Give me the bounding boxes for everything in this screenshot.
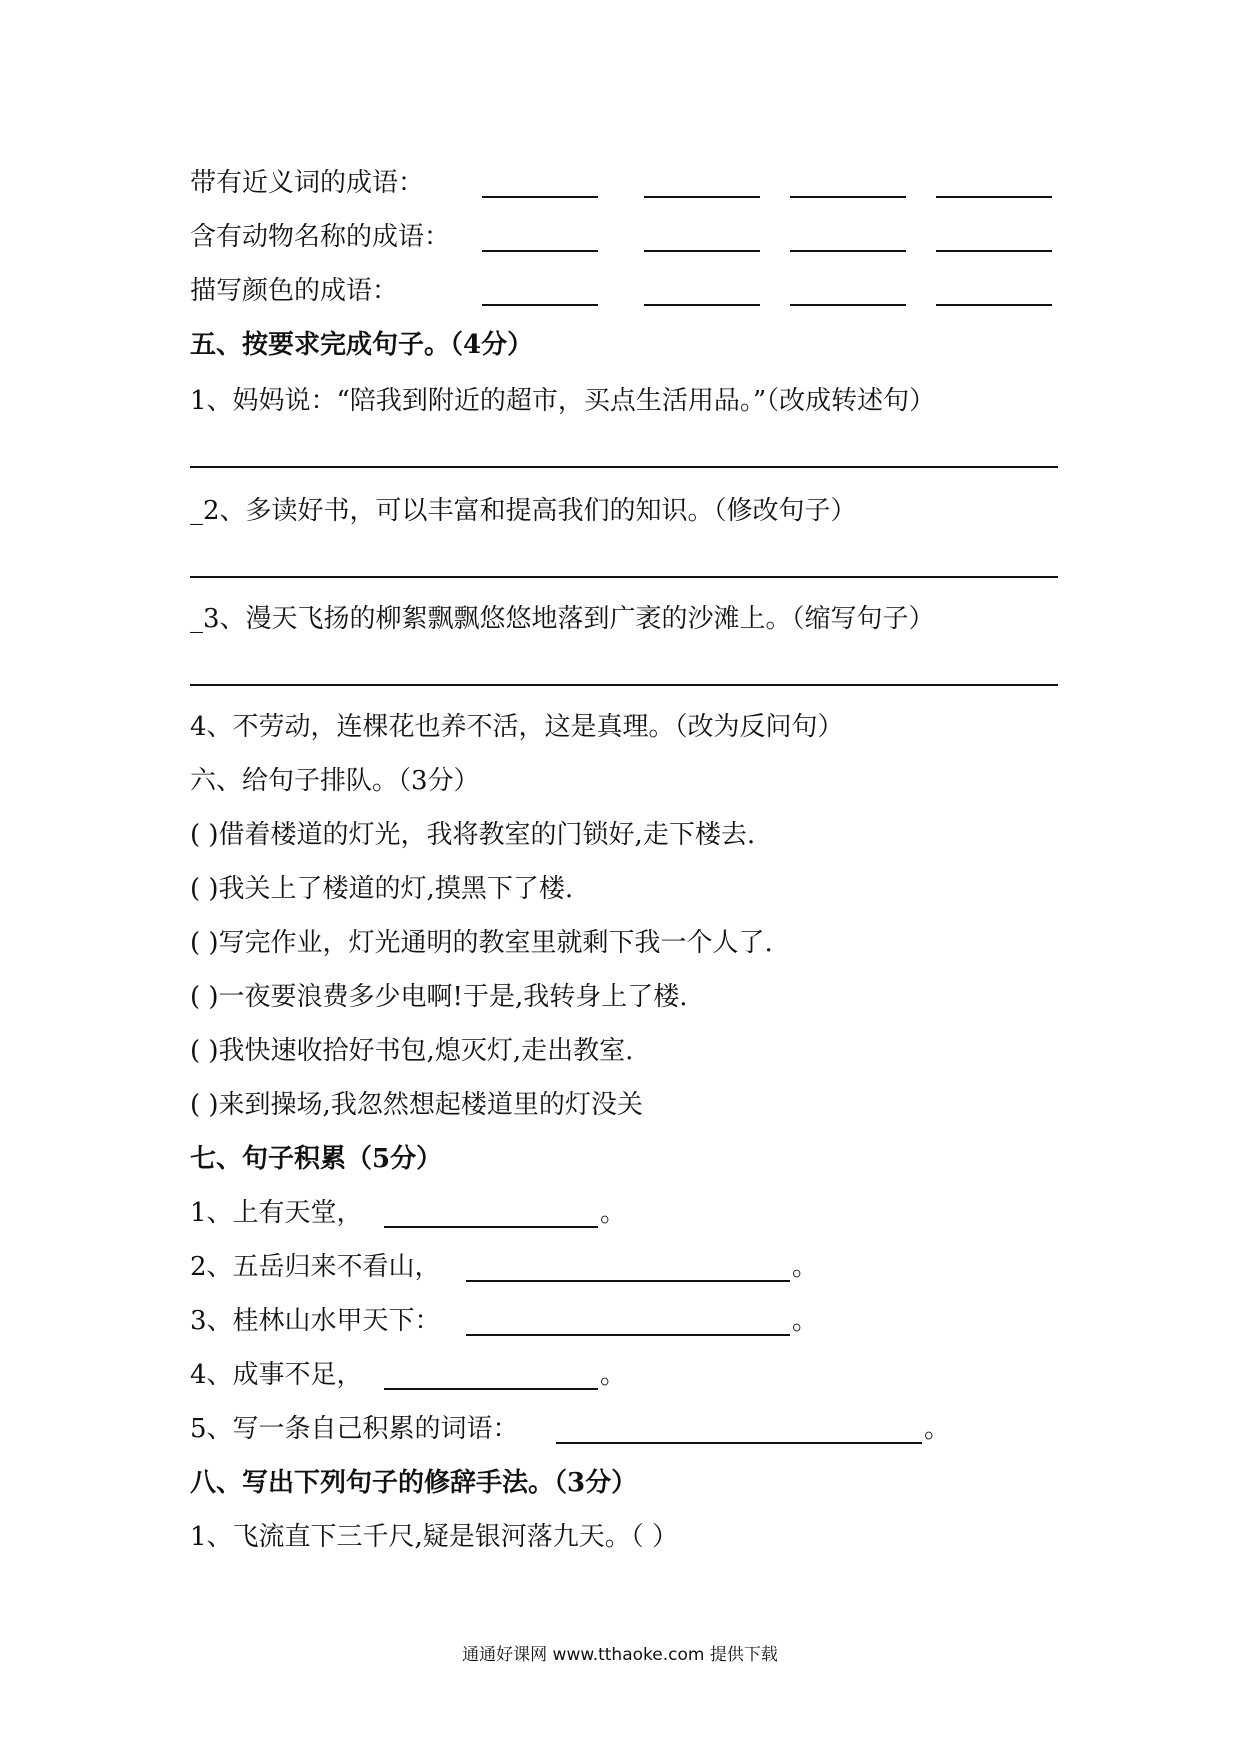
idiom-blank[interactable] [482, 250, 598, 252]
idiom-color-label: 描写颜色的成语： [190, 276, 399, 306]
section5-heading: 五、按要求完成句子。（4分） [190, 330, 534, 360]
sentence-order-item: ( )一夜要浪费多少电啊!于是,我转身上了楼. [190, 982, 688, 1012]
idiom-blank[interactable] [644, 196, 760, 198]
sentence-order-item: ( )我关上了楼道的灯,摸黑下了楼. [190, 874, 574, 904]
answer-line[interactable] [190, 576, 1058, 578]
end-mark: 。 [600, 1360, 627, 1390]
fill-blank[interactable] [466, 1334, 790, 1336]
section5-q3: _3、漫天飞扬的柳絮飘飘悠悠地落到广袤的沙滩上。（缩写句子） [190, 604, 935, 634]
idiom-blank[interactable] [790, 304, 906, 306]
idiom-blank[interactable] [790, 250, 906, 252]
section7-q5: 5、写一条自己积累的词语： [190, 1414, 519, 1444]
idiom-animal-label: 含有动物名称的成语： [190, 222, 451, 252]
section7-q3: 3、桂林山水甲天下： [190, 1306, 441, 1336]
section8-q1: 1、飞流直下三千尺,疑是银河落九天。（ ） [190, 1522, 679, 1552]
idiom-synonym-label: 带有近义词的成语： [190, 168, 425, 198]
sentence-order-item: ( )写完作业，灯光通明的教室里就剩下我一个人了. [190, 928, 773, 958]
idiom-blank[interactable] [644, 304, 760, 306]
sentence-order-item: ( )借着楼道的灯光，我将教室的门锁好,走下楼去. [190, 820, 756, 850]
page-footer: 通通好课网 www.tthaoke.com 提供下载 [462, 1645, 778, 1665]
fill-blank[interactable] [466, 1280, 790, 1282]
idiom-blank[interactable] [790, 196, 906, 198]
section7-heading: 七、句子积累（5分） [190, 1144, 443, 1174]
section8-heading: 八、写出下列句子的修辞手法。（3分） [190, 1468, 638, 1498]
section5-q2: _2、多读好书，可以丰富和提高我们的知识。（修改句子） [190, 496, 857, 526]
section5-q4: 4、不劳动，连棵花也养不活，这是真理。（改为反问句） [190, 712, 844, 742]
idiom-blank[interactable] [482, 304, 598, 306]
fill-blank[interactable] [556, 1442, 922, 1444]
section6-heading: 六、给句子排队。（3分） [190, 766, 480, 796]
idiom-blank[interactable] [644, 250, 760, 252]
sentence-order-item: ( )来到操场,我忽然想起楼道里的灯没关 [190, 1090, 643, 1120]
idiom-blank[interactable] [936, 196, 1052, 198]
section7-q4: 4、成事不足， [190, 1360, 363, 1390]
end-mark: 。 [600, 1198, 627, 1228]
section5-q1: 1、妈妈说：“陪我到附近的超市，买点生活用品。”（改成转述句） [190, 386, 936, 416]
answer-line[interactable] [190, 466, 1058, 468]
idiom-blank[interactable] [936, 304, 1052, 306]
end-mark: 。 [792, 1252, 819, 1282]
section7-q1: 1、上有天堂， [190, 1198, 363, 1228]
end-mark: 。 [792, 1306, 819, 1336]
section7-q2: 2、五岳归来不看山， [190, 1252, 441, 1282]
idiom-blank[interactable] [936, 250, 1052, 252]
idiom-blank[interactable] [482, 196, 598, 198]
fill-blank[interactable] [384, 1388, 598, 1390]
fill-blank[interactable] [384, 1226, 598, 1228]
end-mark: 。 [924, 1414, 951, 1444]
sentence-order-item: ( )我快速收拾好书包,熄灭灯,走出教室. [190, 1036, 634, 1066]
answer-line[interactable] [190, 684, 1058, 686]
